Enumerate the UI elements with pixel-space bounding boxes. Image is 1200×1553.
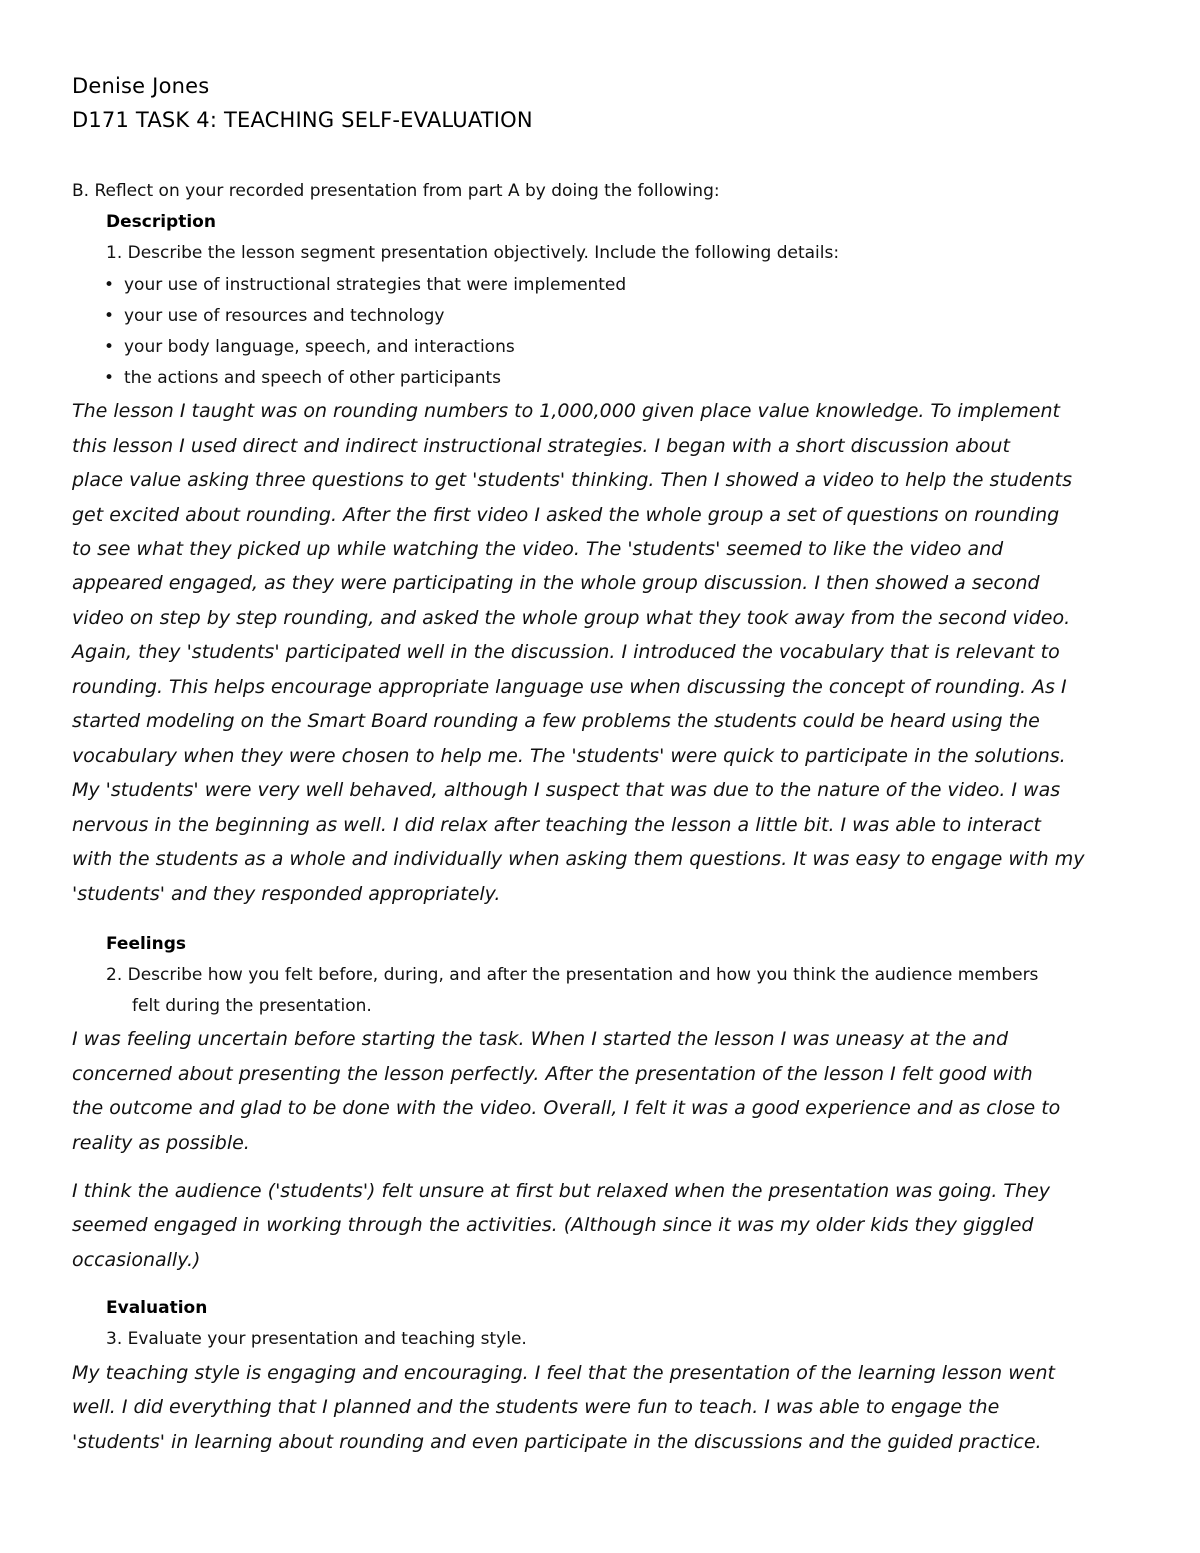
feelings-question: 2. Describe how you felt before, during, and after the presentation and how you think the audience members — [106, 965, 1039, 985]
description-answer-line: this lesson I used direct and indirect instructional strategies. I began with a short discussion about — [72, 435, 1010, 457]
description-answer-line: with the students as a whole and individually when asking them questions. It was easy to engage with my — [72, 848, 1085, 870]
list-item: • your use of instructional strategies that were implemented — [104, 275, 627, 295]
bullet-icon: • — [104, 306, 115, 326]
description-answer-line: to see what they picked up while watching the video. The 'students' seemed to like the video and — [72, 538, 1004, 560]
description-answer-line: 'students' and they responded appropriately. — [72, 883, 501, 905]
bullet-icon: • — [104, 337, 115, 357]
author-name: Denise Jones — [72, 74, 210, 98]
audience-answer-line: I think the audience ('students') felt unsure at first but relaxed when the presentation was going. They — [72, 1180, 1050, 1202]
feelings-answer-line: reality as possible. — [72, 1132, 250, 1154]
document-title: D171 TASK 4: TEACHING SELF-EVALUATION — [72, 108, 533, 132]
feelings-heading: Feelings — [106, 934, 187, 954]
list-item: • your use of resources and technology — [104, 306, 445, 326]
audience-answer-line: seemed engaged in working through the activities. (Although since it was my older kids they giggled — [72, 1214, 1034, 1236]
description-answer-line: started modeling on the Smart Board rounding a few problems the students could be heard using the — [72, 710, 1040, 732]
description-answer-line: video on step by step rounding, and asked the whole group what they took away from the second video. — [72, 607, 1071, 629]
feelings-answer-line: I was feeling uncertain before starting the task. When I started the lesson I was uneasy at the and — [72, 1028, 1009, 1050]
description-answer-line: get excited about rounding. After the first video I asked the whole group a set of questions on rounding — [72, 504, 1060, 526]
description-answer-line: place value asking three questions to get 'students' thinking. Then I showed a video to help the students — [72, 469, 1073, 491]
description-answer-line: vocabulary when they were chosen to help me. The 'students' were quick to participate in the solutions. — [72, 745, 1066, 767]
description-heading: Description — [106, 212, 216, 232]
description-question: 1. Describe the lesson segment presentation objectively. Include the following details: — [106, 243, 840, 263]
list-item: • the actions and speech of other participants — [104, 368, 502, 388]
description-answer-line: appeared engaged, as they were participating in the whole group discussion. I then showed a second — [72, 572, 1040, 594]
description-answer-line: The lesson I taught was on rounding numbers to 1,000,000 given place value knowledge. To implement — [72, 400, 1060, 422]
section-b-intro: B. Reflect on your recorded presentation from part A by doing the following: — [72, 181, 720, 201]
evaluation-question: 3. Evaluate your presentation and teaching style. — [106, 1329, 527, 1349]
feelings-question-continued: felt during the presentation. — [132, 996, 372, 1016]
audience-answer-line: occasionally.) — [72, 1249, 201, 1271]
description-answer-line: rounding. This helps encourage appropriate language use when discussing the concept of rounding. As I — [72, 676, 1067, 698]
evaluation-answer-line: 'students' in learning about rounding and even participate in the discussions and the guided practice. — [72, 1431, 1042, 1453]
feelings-answer-line: concerned about presenting the lesson perfectly. After the presentation of the lesson I felt good with — [72, 1063, 1033, 1085]
bullet-icon: • — [104, 368, 115, 388]
description-answer-line: Again, they 'students' participated well in the discussion. I introduced the vocabulary that is relevant to — [72, 641, 1060, 663]
evaluation-answer-line: My teaching style is engaging and encouraging. I feel that the presentation of the learning lesson went — [72, 1362, 1055, 1384]
list-item: • your body language, speech, and interactions — [104, 337, 515, 357]
description-answer-line: nervous in the beginning as well. I did relax after teaching the lesson a little bit. I was able to interact — [72, 814, 1041, 836]
evaluation-answer-line: well. I did everything that I planned and the students were fun to teach. I was able to engage the — [72, 1396, 1000, 1418]
feelings-answer-line: the outcome and glad to be done with the video. Overall, I felt it was a good experience and as close to — [72, 1097, 1061, 1119]
evaluation-heading: Evaluation — [106, 1298, 208, 1318]
bullet-icon: • — [104, 275, 115, 295]
description-answer-line: My 'students' were very well behaved, although I suspect that was due to the nature of the video. I was — [72, 779, 1061, 801]
